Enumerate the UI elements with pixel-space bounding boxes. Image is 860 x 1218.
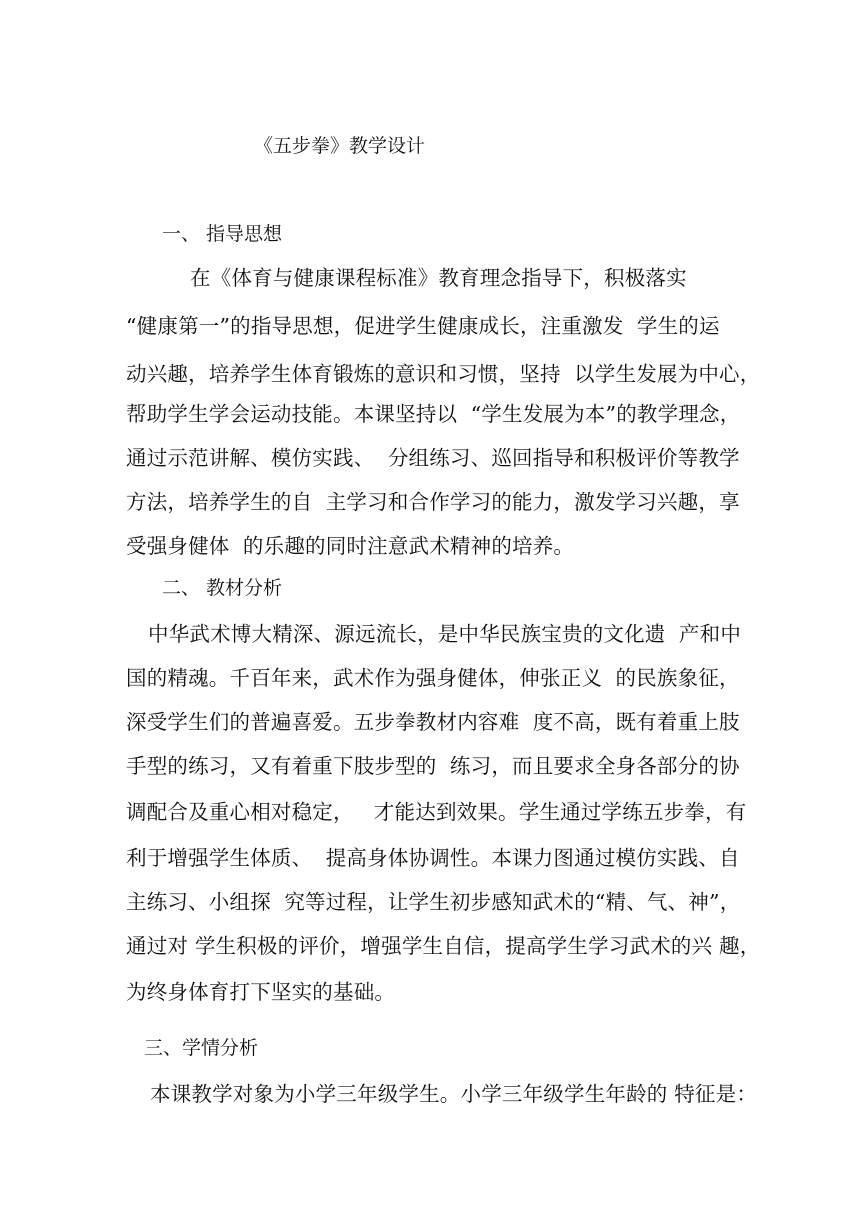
paragraph-line: 国的精魂。千百年来，武术作为强身健体，伸张正义 的民族象征， xyxy=(126,666,740,690)
paragraph-line: 手型的练习，又有着重下肢步型的 练习，而且要求全身各部分的协 xyxy=(126,754,740,778)
section-heading-material-analysis: 二、 教材分析 xyxy=(162,577,283,599)
paragraph-line: 动兴趣，培养学生体育锻炼的意识和习惯，坚持 以学生发展为中心， xyxy=(126,362,761,386)
paragraph-line: 受强身健体 的乐趣的同时注意武术精神的培养。 xyxy=(126,534,575,558)
section-heading-learner-analysis: 三、学情分析 xyxy=(144,1037,259,1059)
paragraph-line: 在《体育与健康课程标准》教育理念指导下，积极落实 xyxy=(190,266,687,290)
paragraph-line: 本课教学对象为小学三年级学生。小学三年级学生年龄的 特征是： xyxy=(150,1082,758,1106)
paragraph-line: 调配合及重心相对稳定， 才能达到效果。学生通过学练五步拳，有 xyxy=(126,800,747,824)
paragraph-line: 通过示范讲解、模仿实践、 分组练习、巡回指导和积极评价等教学 xyxy=(126,446,740,470)
paragraph-line: 中华武术博大精深、源远流长，是中华民族宝贵的文化遗 产和中 xyxy=(148,622,742,646)
paragraph-line: 通过对 学生积极的评价，增强学生自信，提高学生学习武术的兴 趣， xyxy=(126,934,761,958)
paragraph-line: 为终身体育打下坚实的基础。 xyxy=(126,980,396,1004)
paragraph-line: 帮助学生学会运动技能。本课坚持以 “学生发展为本”的教学理念， xyxy=(126,402,741,426)
section-heading-guiding-ideology: 一、 指导思想 xyxy=(162,223,283,245)
paragraph-line: 方法，培养学生的自 主学习和合作学习的能力，激发学习兴趣，享 xyxy=(126,490,740,514)
paragraph-line: “健康第一”的指导思想，促进学生健康成长，注重激发 学生的运 xyxy=(126,314,720,338)
paragraph-line: 利于增强学生体质、 提高身体协调性。本课力图通过模仿实践、自 xyxy=(126,846,740,870)
document-title: 《五步拳》教学设计 xyxy=(254,135,426,157)
paragraph-line: 深受学生们的普遍喜爱。五步拳教材内容难 度不高，既有着重上肢 xyxy=(126,710,740,734)
paragraph-line: 主练习、小组探 究等过程，让学生初步感知武术的“精、气、神”， xyxy=(126,890,741,914)
